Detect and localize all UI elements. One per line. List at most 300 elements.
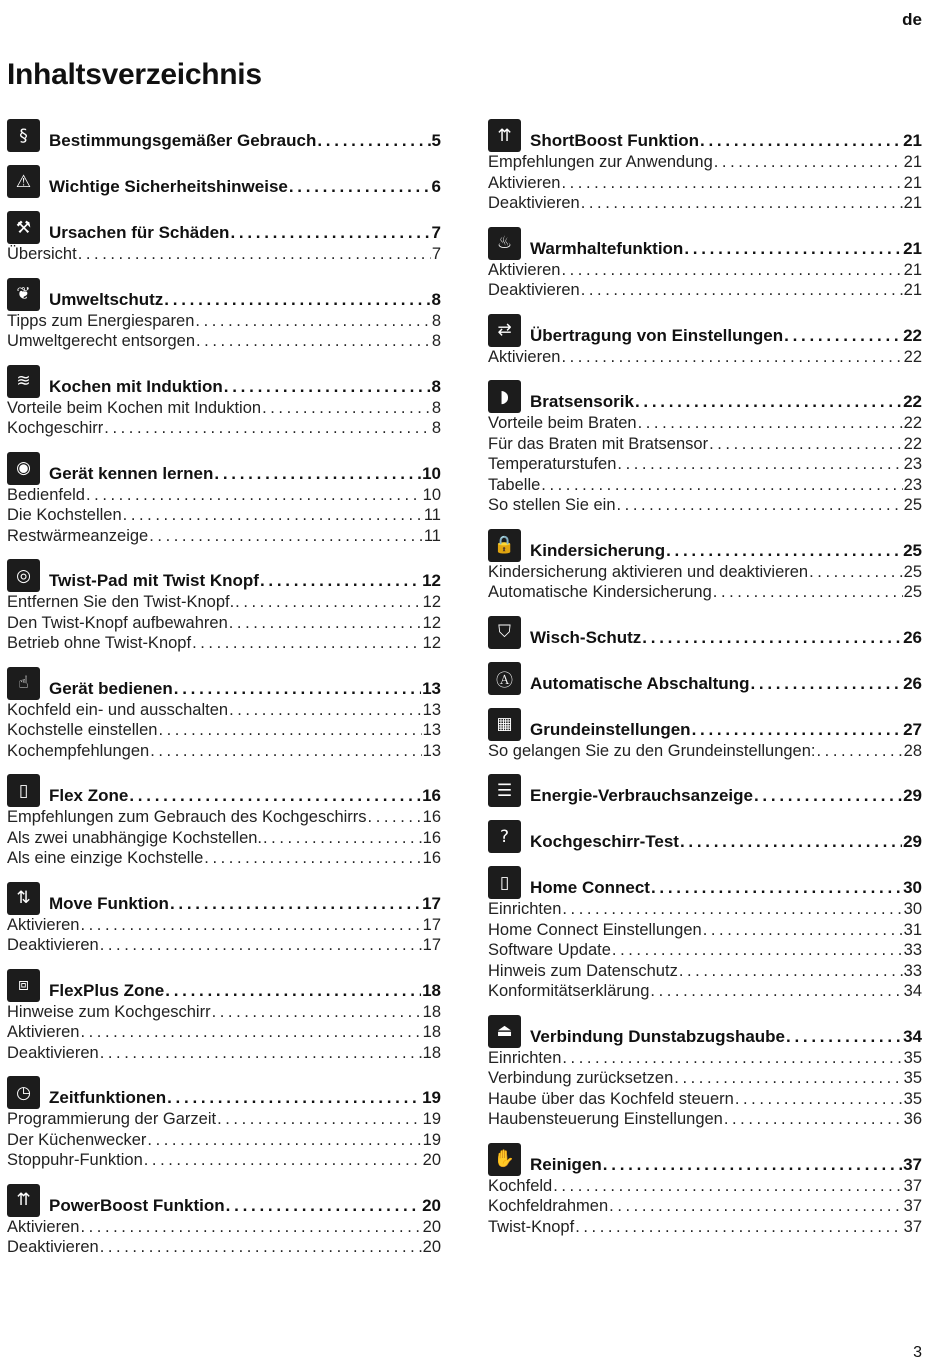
toc-heading-link[interactable] [530, 130, 922, 152]
toc-section [488, 525, 922, 603]
lock-icon: 🔒 [488, 529, 521, 562]
toc-entry-title: Hinweise zum Kochgeschirr [7, 1002, 211, 1021]
toc-entry-title: Kochfeld ein- und ausschalten [7, 700, 229, 719]
toc-section-header [7, 555, 441, 592]
toc-entry-title: So gelangen Sie zu den Grundeinstellungen: [488, 741, 816, 760]
toc-entry-title: Vorteile beim Braten [488, 414, 637, 432]
toc-heading-page: 18 [422, 980, 441, 1000]
toc-entry-title: Für das Braten mit Bratsensor [488, 434, 709, 453]
dot-leader [262, 398, 431, 419]
toc-entry-link[interactable] [7, 244, 441, 265]
dot-leader [703, 920, 903, 941]
toc-heading-link[interactable] [530, 1154, 922, 1176]
toc-heading-title: Gerät bedienen [49, 678, 173, 698]
toc-entry-link[interactable] [7, 1002, 441, 1023]
toc-entry-link[interactable] [488, 1109, 922, 1130]
toc-entry-link[interactable] [7, 720, 441, 741]
toc-entry-title: Tabelle [488, 475, 541, 494]
toc-entry-link[interactable] [488, 562, 922, 583]
dot-leader [100, 935, 422, 956]
wipe-protection-icon: ⛉ [488, 616, 521, 649]
dot-leader [230, 222, 430, 244]
toc-entry-title: Als zwei unabhängige Kochstellen. [7, 828, 263, 847]
toc-section [7, 1072, 441, 1171]
toc-entry-link[interactable] [488, 347, 922, 368]
toc-entry-link[interactable] [488, 260, 922, 281]
toc-entry-link[interactable] [7, 1022, 441, 1043]
toc-entry-page: 10 [422, 485, 441, 504]
section-hand-icon: § [7, 119, 40, 152]
toc-entry-title: Haubensteuerung Einstellungen [488, 1110, 723, 1128]
toc-entry-page: 31 [903, 920, 922, 939]
dot-leader [80, 915, 421, 936]
dot-leader [226, 1195, 421, 1217]
toc-heading-page: 5 [431, 131, 441, 150]
toc-section-header [7, 274, 441, 311]
toc-section-header [7, 770, 441, 807]
toc-entry-link[interactable] [488, 280, 922, 301]
toc-left-column [7, 110, 441, 1258]
dot-leader [735, 1089, 903, 1110]
toc-section-header [488, 525, 922, 562]
toc-entry-page: 19 [422, 1110, 441, 1128]
keep-warm-pot-icon: ♨ [488, 227, 521, 260]
toc-section-header [7, 161, 441, 198]
toc-entry-page: 33 [903, 961, 922, 980]
dot-leader [80, 1022, 421, 1043]
toc-heading-title: FlexPlus Zone [49, 980, 165, 1000]
toc-entry-page: 30 [903, 900, 922, 918]
leaf-icon: ❦ [7, 278, 40, 311]
dot-leader [581, 280, 903, 301]
toc-entry-title: Aktivieren [488, 347, 561, 366]
toc-section [488, 223, 922, 301]
toc-heading-link[interactable] [49, 130, 441, 152]
toc-section-header [488, 770, 922, 807]
toc-entry-title: Twist-Knopf [488, 1217, 575, 1236]
toc-section [7, 207, 441, 265]
toc-entry-link[interactable] [488, 152, 922, 173]
toc-section-header [7, 1180, 441, 1217]
toc-heading-link[interactable] [530, 831, 922, 853]
toc-entry-link[interactable] [7, 1237, 441, 1258]
toc-heading-link[interactable] [530, 238, 922, 260]
toc-entry-title: Aktivieren [488, 260, 561, 279]
dot-leader [562, 1048, 902, 1069]
toc-entry-link[interactable] [7, 592, 441, 613]
toc-entry-link[interactable] [7, 741, 441, 762]
toc-heading-link[interactable] [530, 540, 922, 562]
toc-entry-link[interactable] [7, 505, 441, 526]
toc-section-header [488, 862, 922, 899]
toc-entry-page: 13 [422, 700, 441, 719]
toc-entry-page: 23 [903, 455, 922, 473]
dot-leader [638, 413, 903, 434]
toc-heading-page: 21 [903, 238, 922, 258]
toc-entry-page: 16 [422, 849, 441, 867]
frying-sensor-icon: ◗ [488, 380, 521, 413]
toc-heading-page: 34 [903, 1026, 922, 1046]
toc-entry-page: 37 [903, 1197, 922, 1215]
toc-section [7, 274, 441, 352]
toc-section-header [7, 1072, 441, 1109]
toc-section [7, 115, 441, 152]
toc-entry-title: Deaktivieren [7, 1238, 99, 1256]
dot-leader [713, 582, 903, 603]
toc-entry-link[interactable] [7, 526, 441, 547]
dot-leader [129, 785, 421, 807]
toc-heading-title: Kochen mit Induktion [49, 376, 223, 396]
toc-entry-link[interactable] [7, 1130, 441, 1151]
toc-heading-link[interactable] [530, 391, 922, 413]
toc-entry-title: Aktivieren [7, 915, 80, 934]
dot-leader [289, 176, 431, 198]
toc-entry-link[interactable] [7, 1109, 441, 1130]
dot-leader [541, 475, 902, 496]
toc-entry-page: 12 [422, 593, 441, 611]
dot-leader [196, 331, 431, 352]
toc-heading-link[interactable] [49, 289, 441, 311]
dot-leader [784, 325, 902, 347]
toc-entry-page: 13 [422, 721, 441, 739]
toc-heading-title: Reinigen [530, 1154, 602, 1174]
dot-leader [642, 627, 902, 649]
toc-entry-title: Kochfeldrahmen [488, 1197, 609, 1215]
toc-entry-link[interactable] [488, 961, 922, 982]
toc-heading-title: PowerBoost Funktion [49, 1195, 225, 1215]
toc-entry-page: 16 [422, 808, 441, 826]
toc-entry-link[interactable] [7, 485, 441, 506]
toc-entry-page: 20 [422, 1217, 441, 1236]
dot-leader [700, 130, 902, 152]
dot-leader [561, 173, 902, 194]
toc-entry-title: Deaktivieren [488, 194, 580, 212]
dot-leader [317, 130, 430, 152]
shortboost-icon: ⇈ [488, 119, 521, 152]
toc-entry-link[interactable] [7, 418, 441, 439]
toc-entry-link[interactable] [7, 807, 441, 828]
toc-entry-link[interactable] [7, 935, 441, 956]
toc-entry-title: Deaktivieren [7, 1043, 99, 1062]
toc-entry-title: Einrichten [488, 1048, 562, 1067]
toc-entry-link[interactable] [488, 434, 922, 455]
toc-entry-page: 35 [903, 1069, 922, 1087]
dot-leader [612, 940, 903, 961]
toc-section [488, 310, 922, 368]
toc-section [488, 1139, 922, 1238]
toc-heading-page: 29 [903, 786, 922, 805]
toc-section-header [488, 115, 922, 152]
dot-leader [149, 526, 423, 547]
dot-leader [192, 633, 422, 654]
flex-zone-icon: ▯ [7, 774, 40, 807]
dot-leader [164, 289, 430, 311]
toc-entry-link[interactable] [488, 454, 922, 475]
toc-heading-link[interactable] [49, 980, 441, 1002]
toc-entry-link[interactable] [488, 475, 922, 496]
dot-leader [650, 981, 902, 1002]
toc-section [7, 1180, 441, 1258]
toc-entry-title: Hinweis zum Datenschutz [488, 961, 678, 980]
toc-entry-page: 8 [431, 419, 441, 437]
toc-heading-link[interactable] [49, 222, 441, 244]
toc-heading-link[interactable] [49, 463, 441, 485]
toc-heading-page: 37 [903, 1154, 922, 1174]
toc-entry-page: 35 [903, 1048, 922, 1067]
dot-leader [581, 193, 903, 214]
toc-entry-page: 21 [903, 153, 922, 171]
dot-leader [260, 570, 421, 592]
toc-entry-link[interactable] [488, 1217, 922, 1238]
toc-entry-link[interactable] [7, 633, 441, 654]
toc-heading-title: Zeitfunktionen [49, 1088, 167, 1107]
toc-heading-page: 22 [903, 325, 922, 345]
dot-leader [204, 848, 421, 869]
toc-entry-title: Kochstelle einstellen [7, 721, 158, 739]
toc-section [7, 555, 441, 654]
toc-entry-title: Einrichten [488, 900, 562, 918]
toc-heading-title: Move Funktion [49, 893, 169, 913]
language-code: de [902, 10, 922, 29]
induction-coil-icon: ≋ [7, 365, 40, 398]
toc-section-header [488, 223, 922, 260]
toc-entry-link[interactable] [488, 1048, 922, 1069]
toc-section-header [488, 612, 922, 649]
auto-shutoff-icon: Ⓐ [488, 662, 521, 695]
toc-heading-title: Umweltschutz [49, 289, 164, 309]
toc-heading-link[interactable] [49, 893, 441, 915]
dot-leader [86, 485, 422, 506]
toc-entry-link[interactable] [488, 920, 922, 941]
toc-heading-link[interactable] [49, 1087, 441, 1109]
toc-entry-title: Der Küchenwecker [7, 1130, 147, 1149]
toc-entry-link[interactable] [7, 311, 441, 332]
toc-entry-link[interactable] [7, 915, 441, 936]
toc-entry-page: 22 [903, 347, 922, 366]
toc-entry-page: 21 [903, 194, 922, 212]
toc-heading-title: Flex Zone [49, 786, 129, 805]
toc-entry-link[interactable] [488, 495, 922, 516]
dot-leader [100, 1043, 422, 1064]
toc-heading-page: 8 [431, 376, 441, 396]
toc-entry-link[interactable] [488, 173, 922, 194]
toc-heading-link[interactable] [49, 785, 441, 807]
dot-leader [817, 741, 903, 762]
toc-section [488, 704, 922, 762]
toc-entry-link[interactable] [488, 899, 922, 920]
toc-entry-title: Den Twist-Knopf aufbewahren [7, 613, 228, 632]
toc-heading-title: Ursachen für Schäden [49, 223, 230, 242]
toc-entry-title: Software Update [488, 941, 611, 959]
toc-section [7, 161, 441, 198]
toc-entry-link[interactable] [7, 613, 441, 634]
toc-entry-link[interactable] [488, 413, 922, 434]
dot-leader [809, 562, 903, 583]
toc-entry-link[interactable] [488, 1068, 922, 1089]
toc-entry-link[interactable] [7, 848, 441, 869]
toc-section-header [7, 663, 441, 700]
toc-entry-page: 25 [903, 496, 922, 514]
toc-entry-link[interactable] [488, 741, 922, 762]
toc-heading-title: Bratsensorik [530, 392, 634, 411]
toc-entry-title: Temperaturstufen [488, 455, 617, 473]
toc-heading-title: Energie-Verbrauchsanzeige [530, 786, 753, 805]
toc-heading-page: 25 [903, 540, 922, 560]
toc-entry-link[interactable] [7, 398, 441, 419]
toc-entry-page: 20 [422, 1238, 441, 1256]
toc-entry-link[interactable] [7, 1043, 441, 1064]
toc-heading-page: 6 [431, 177, 441, 196]
dot-leader [651, 877, 902, 899]
toc-section [488, 376, 922, 516]
toc-entry-page: 34 [903, 982, 922, 1000]
dot-leader [174, 678, 421, 700]
cookware-test-icon: ? [488, 820, 521, 853]
dot-leader [229, 613, 422, 634]
toc-entry-page: 16 [422, 828, 441, 847]
dot-leader [78, 244, 431, 265]
toc-heading-link[interactable] [530, 785, 922, 807]
dot-leader [674, 1068, 902, 1089]
toc-section [488, 862, 922, 1002]
home-connect-phone-icon: ▯ [488, 866, 521, 899]
toc-heading-link[interactable] [530, 719, 922, 741]
toc-heading-page: 19 [422, 1088, 441, 1107]
toc-heading-link[interactable] [49, 176, 441, 198]
dot-leader [603, 1154, 902, 1176]
toc-entry-title: Übersicht [7, 245, 77, 263]
dot-leader [235, 592, 421, 613]
toc-heading-link[interactable] [530, 877, 922, 899]
extractor-hood-icon: ⏏ [488, 1015, 521, 1048]
toc-entry-link[interactable] [488, 981, 922, 1002]
toc-entry-title: Betrieb ohne Twist-Knopf [7, 634, 192, 652]
toc-section [488, 1011, 922, 1130]
dot-leader [144, 1150, 422, 1171]
toc-entry-link[interactable] [488, 1089, 922, 1110]
toc-entry-link[interactable] [488, 1196, 922, 1217]
toc-entry-title: Konformitätserklärung [488, 982, 650, 1000]
toc-entry-link[interactable] [488, 1176, 922, 1197]
toc-heading-title: Übertragung von Einstellungen [530, 325, 784, 345]
toc-entry-link[interactable] [7, 1150, 441, 1171]
toc-entry-title: Die Kochstellen [7, 506, 122, 524]
toc-heading-title: Warmhaltefunktion [530, 238, 684, 258]
dot-leader [150, 741, 421, 762]
dot-leader [217, 1109, 422, 1130]
dot-leader [635, 391, 902, 413]
toc-entry-page: 12 [422, 634, 441, 652]
toc-entry-link[interactable] [7, 331, 441, 352]
toc-section [7, 663, 441, 762]
toc-heading-link[interactable] [49, 1195, 441, 1217]
toc-entry-link[interactable] [7, 700, 441, 721]
toc-entry-page: 12 [422, 613, 441, 632]
toc-entry-page: 22 [903, 414, 922, 432]
basic-settings-grid-icon: ▦ [488, 708, 521, 741]
toc-section [488, 115, 922, 214]
toc-entry-page: 21 [903, 281, 922, 299]
toc-entry-title: Kochgeschirr [7, 419, 104, 437]
toc-entry-link[interactable] [488, 193, 922, 214]
toc-entry-page: 33 [903, 941, 922, 959]
toc-heading-title: Automatische Abschaltung [530, 673, 750, 693]
toc-entry-page: 13 [422, 741, 441, 760]
toc-entry-link[interactable] [488, 940, 922, 961]
twist-knob-icon: ◎ [7, 559, 40, 592]
hammer-damage-icon: ⚒ [7, 211, 40, 244]
dot-leader [80, 1217, 421, 1238]
dot-leader [714, 152, 903, 173]
toc-section [488, 658, 922, 695]
toc-section [7, 878, 441, 956]
toc-heading-link[interactable] [530, 325, 922, 347]
toc-entry-title: Home Connect Einstellungen [488, 920, 702, 939]
toc-entry-page: 17 [422, 936, 441, 954]
toc-entry-title: Kochfeld [488, 1176, 553, 1195]
toc-entry-page: 8 [431, 332, 441, 350]
dot-leader [553, 1176, 902, 1197]
toc-heading-page: 30 [903, 878, 922, 897]
toc-entry-title: Kochempfehlungen [7, 741, 150, 760]
toc-heading-title: Home Connect [530, 878, 650, 897]
toc-entry-link[interactable] [7, 1217, 441, 1238]
dot-leader [684, 238, 902, 260]
move-function-icon: ⇅ [7, 882, 40, 915]
dot-leader [158, 720, 421, 741]
toc-heading-link[interactable] [530, 627, 922, 649]
toc-section-header [488, 816, 922, 853]
toc-section-header [488, 1139, 922, 1176]
toc-entry-title: Deaktivieren [7, 936, 99, 954]
toc-entry-link[interactable] [7, 828, 441, 849]
toc-heading-link[interactable] [49, 376, 441, 398]
toc-entry-title: Haube über das Kochfeld steuern [488, 1089, 734, 1108]
dot-leader [750, 673, 902, 695]
toc-heading-link[interactable] [49, 570, 441, 592]
dot-leader [680, 831, 902, 853]
toc-heading-link[interactable] [530, 673, 922, 695]
toc-section-header [488, 310, 922, 347]
toc-entry-link[interactable] [488, 582, 922, 603]
flexplus-zone-icon: ⧈ [7, 969, 40, 1002]
dot-leader [666, 540, 902, 562]
toc-section [7, 361, 441, 439]
toc-entry-title: Vorteile beim Kochen mit Induktion [7, 398, 262, 417]
toc-section-header [7, 965, 441, 1002]
toc-section [7, 770, 441, 869]
toc-heading-title: ShortBoost Funktion [530, 131, 700, 150]
toc-heading-link[interactable] [49, 678, 441, 700]
toc-entry-page: 18 [422, 1002, 441, 1021]
toc-heading-page: 22 [903, 392, 922, 411]
toc-heading-page: 20 [422, 1195, 441, 1215]
dot-leader [575, 1217, 902, 1238]
toc-entry-page: 20 [422, 1151, 441, 1169]
toc-entry-title: Aktivieren [7, 1023, 80, 1041]
toc-entry-page: 37 [903, 1176, 922, 1195]
dot-leader [561, 347, 902, 368]
toc-entry-title: Empfehlungen zum Gebrauch des Kochgeschirrs [7, 808, 367, 826]
toc-heading-title: Verbindung Dunstabzugshaube [530, 1026, 786, 1046]
toc-heading-title: Grundeinstellungen [530, 719, 691, 739]
toc-heading-page: 26 [903, 673, 922, 693]
toc-heading-link[interactable] [530, 1026, 922, 1048]
toc-entry-page: 18 [422, 1023, 441, 1041]
toc-section [488, 816, 922, 853]
toc-heading-page: 17 [422, 893, 441, 913]
warning-triangle-icon: ⚠ [7, 165, 40, 198]
